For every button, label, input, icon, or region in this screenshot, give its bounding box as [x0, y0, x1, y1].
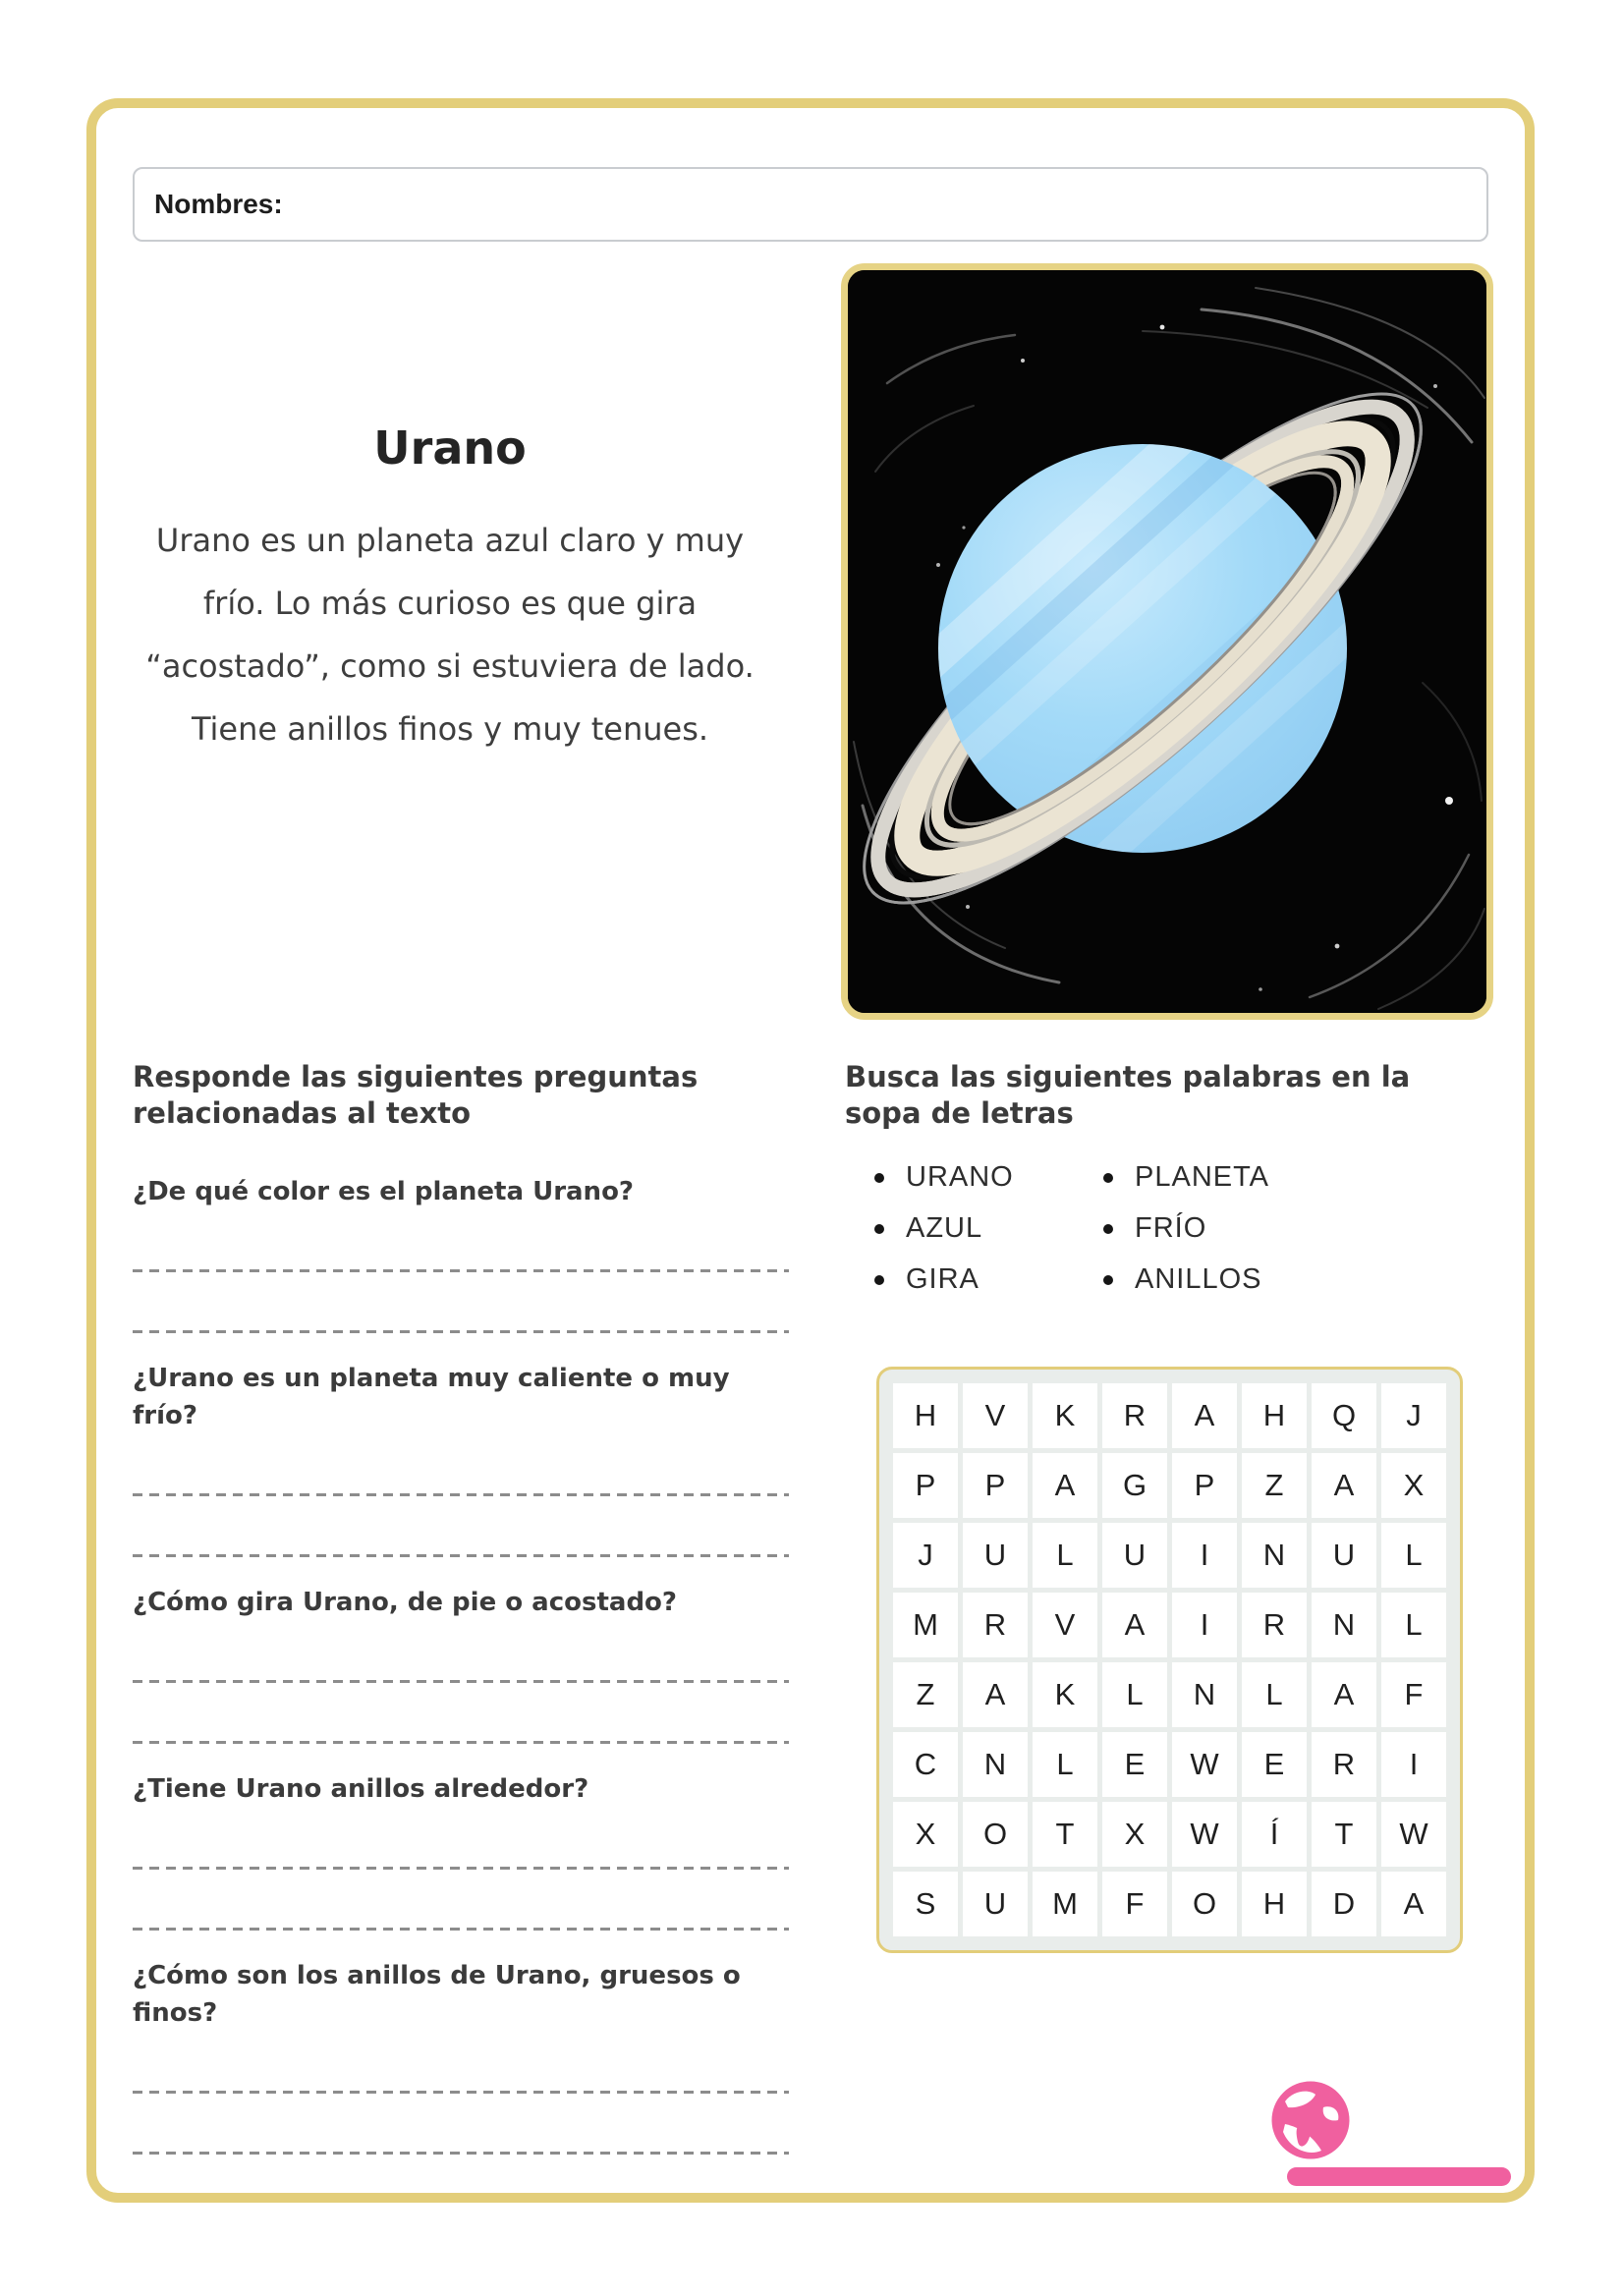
- grid-letter-cell: Z: [1242, 1453, 1307, 1518]
- grid-letter-cell: A: [1172, 1383, 1237, 1448]
- grid-letter-cell: O: [963, 1802, 1028, 1867]
- bullet-icon: [874, 1173, 884, 1183]
- grid-letter-cell: Z: [893, 1662, 958, 1727]
- grid-letter-cell: I: [1172, 1523, 1237, 1588]
- word-item: [874, 1161, 1103, 1194]
- grid-letter-cell: H: [1242, 1383, 1307, 1448]
- answer-line: [133, 2152, 789, 2155]
- grid-letter-cell: C: [893, 1732, 958, 1797]
- bullet-icon: [1103, 1275, 1113, 1285]
- grid-letter-cell: K: [1033, 1383, 1097, 1448]
- grid-letter-cell: A: [1033, 1453, 1097, 1518]
- answer-line: [133, 1330, 789, 1333]
- word-label: ANILLOS: [1135, 1263, 1262, 1295]
- grid-letter-cell: L: [1033, 1732, 1097, 1797]
- grid-letter-cell: U: [1102, 1523, 1167, 1588]
- grid-letter-cell: A: [1381, 1872, 1446, 1936]
- grid-letter-cell: M: [1033, 1872, 1097, 1936]
- question-text: ¿Tiene Urano anillos alrededor?: [133, 1774, 589, 1804]
- grid-letter-cell: W: [1381, 1802, 1446, 1867]
- word-label: URANO: [906, 1161, 1014, 1193]
- grid-letter-cell: R: [1242, 1593, 1307, 1657]
- grid-letter-cell: L: [1242, 1662, 1307, 1727]
- grid-letter-cell: N: [1242, 1523, 1307, 1588]
- grid-letter-cell: T: [1312, 1802, 1376, 1867]
- questions-list: [133, 1173, 789, 2155]
- uranus-illustration-frame: [841, 263, 1493, 1020]
- answer-line: [133, 1867, 789, 1870]
- grid-letter-cell: R: [1102, 1383, 1167, 1448]
- grid-letter-cell: U: [963, 1523, 1028, 1588]
- grid-letter-cell: G: [1102, 1453, 1167, 1518]
- grid-letter-cell: R: [963, 1593, 1028, 1657]
- question-text: ¿Urano es un planeta muy caliente o muy frío?: [133, 1364, 730, 1430]
- grid-letter-cell: N: [963, 1732, 1028, 1797]
- grid-letter-cell: P: [1172, 1453, 1237, 1518]
- grid-letter-cell: P: [893, 1453, 958, 1518]
- wordsearch-grid: [876, 1367, 1463, 1953]
- word-item: [874, 1212, 1103, 1245]
- answer-line: [133, 1680, 789, 1683]
- question-text: ¿Cómo gira Urano, de pie o acostado?: [133, 1588, 677, 1617]
- grid-letter-cell: M: [893, 1593, 958, 1657]
- question-block: [133, 1173, 789, 1333]
- grid-letter-cell: P: [963, 1453, 1028, 1518]
- answer-line: [133, 1269, 789, 1272]
- grid-letter-cell: H: [893, 1383, 958, 1448]
- grid-letter-cell: X: [1381, 1453, 1446, 1518]
- grid-letter-cell: Í: [1242, 1802, 1307, 1867]
- grid-letter-cell: E: [1242, 1732, 1307, 1797]
- grid-letter-cell: Q: [1312, 1383, 1376, 1448]
- grid-letter-cell: A: [1312, 1453, 1376, 1518]
- grid-letter-cell: O: [1172, 1872, 1237, 1936]
- grid-letter-cell: A: [963, 1662, 1028, 1727]
- mundo-inicial-logo: [1253, 2078, 1518, 2188]
- grid-letter-cell: S: [893, 1872, 958, 1936]
- questions-section: [133, 1059, 789, 2181]
- grid-letter-cell: U: [1312, 1523, 1376, 1588]
- grid-letter-cell: X: [893, 1802, 958, 1867]
- word-label: PLANETA: [1135, 1161, 1270, 1193]
- grid-letter-cell: L: [1102, 1662, 1167, 1727]
- bullet-icon: [1103, 1173, 1113, 1183]
- grid-letter-cell: K: [1033, 1662, 1097, 1727]
- answer-line: [133, 1554, 789, 1557]
- grid-letter-cell: W: [1172, 1732, 1237, 1797]
- grid-letter-cell: L: [1381, 1523, 1446, 1588]
- answer-line: [133, 1928, 789, 1931]
- worksheet-page: [86, 98, 1535, 2203]
- word-label: FRÍO: [1135, 1212, 1207, 1244]
- grid-letter-cell: R: [1312, 1732, 1376, 1797]
- answer-line: [133, 1493, 789, 1496]
- page-title: Urano: [373, 421, 527, 475]
- answer-line: [133, 1741, 789, 1744]
- grid-letter-cell: U: [963, 1872, 1028, 1936]
- grid-letter-cell: J: [1381, 1383, 1446, 1448]
- grid-letter-cell: A: [1102, 1593, 1167, 1657]
- wordsearch-heading: Busca las siguientes palabras en la sopa de letras: [845, 1060, 1411, 1130]
- bullet-icon: [874, 1275, 884, 1285]
- word-item: [1103, 1161, 1493, 1194]
- grid-letter-cell: E: [1102, 1732, 1167, 1797]
- grid-letter-cell: A: [1312, 1662, 1376, 1727]
- reading-block: [136, 422, 764, 760]
- grid-letter-cell: W: [1172, 1802, 1237, 1867]
- question-block: [133, 1957, 789, 2155]
- grid-letter-cell: L: [1033, 1523, 1097, 1588]
- word-item: [1103, 1263, 1493, 1296]
- question-text: ¿Cómo son los anillos de Urano, gruesos o finos?: [133, 1961, 741, 2028]
- answer-line: [133, 2091, 789, 2094]
- question-block: [133, 1584, 789, 1744]
- word-list: [874, 1161, 1493, 1296]
- grid-letter-cell: F: [1381, 1662, 1446, 1727]
- grid-letter-cell: X: [1102, 1802, 1167, 1867]
- word-label: GIRA: [906, 1263, 979, 1295]
- globe-icon: [1274, 2084, 1347, 2156]
- grid-letter-cell: V: [1033, 1593, 1097, 1657]
- question-block: [133, 1360, 789, 1557]
- grid-letter-cell: I: [1172, 1593, 1237, 1657]
- uranus-illustration: [848, 270, 1486, 1013]
- grid-letter-cell: T: [1033, 1802, 1097, 1867]
- bullet-icon: [1103, 1224, 1113, 1234]
- bullet-icon: [874, 1224, 884, 1234]
- word-label: AZUL: [906, 1212, 983, 1244]
- nombres-field[interactable]: [133, 167, 1488, 242]
- grid-letter-cell: D: [1312, 1872, 1376, 1936]
- grid-letter-cell: V: [963, 1383, 1028, 1448]
- grid-letter-cell: J: [893, 1523, 958, 1588]
- question-block: [133, 1770, 789, 1931]
- question-text: ¿De qué color es el planeta Urano?: [133, 1177, 635, 1206]
- word-item: [874, 1263, 1103, 1296]
- grid-letter-cell: L: [1381, 1593, 1446, 1657]
- grid-letter-cell: F: [1102, 1872, 1167, 1936]
- questions-heading: Responde las siguientes preguntas relacionadas al texto: [133, 1060, 699, 1130]
- nombres-label: Nombres:: [154, 189, 283, 219]
- word-item: [1103, 1212, 1493, 1245]
- grid-letter-cell: N: [1312, 1593, 1376, 1657]
- grid-letter-cell: H: [1242, 1872, 1307, 1936]
- grid-letter-cell: N: [1172, 1662, 1237, 1727]
- wordsearch-section: [845, 1059, 1493, 1953]
- reading-paragraph: Urano es un planeta azul claro y muy frío. Lo más curioso es que gira “acostado”, como si estuviera de lado. Tiene anillos finos y muy tenues.: [145, 522, 755, 748]
- grid-letter-cell: I: [1381, 1732, 1446, 1797]
